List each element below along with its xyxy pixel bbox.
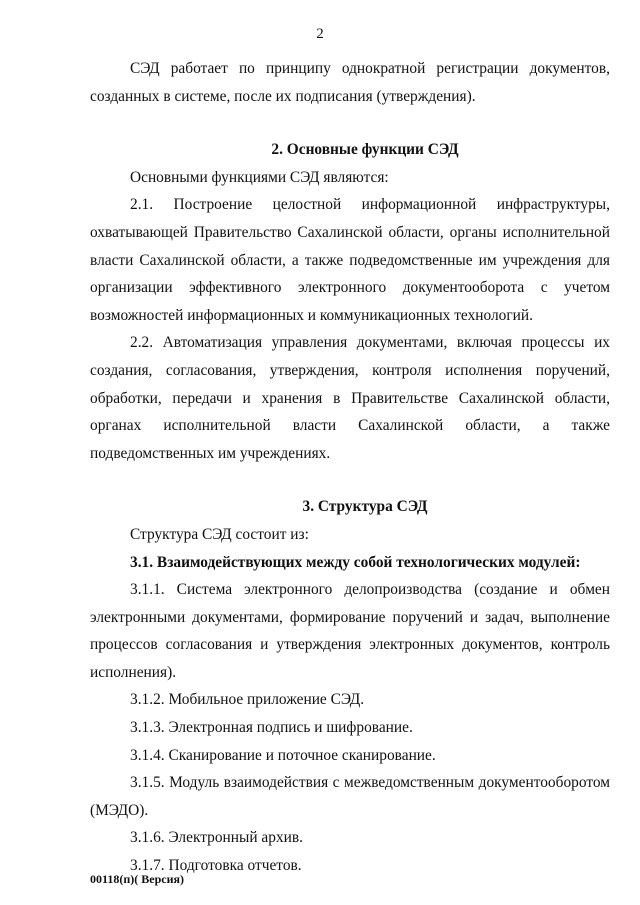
- paragraph-3-1-5: 3.1.5. Модуль взаимодействия с межведомственным документооборотом (МЭДО).: [90, 774, 610, 819]
- document-footer-code: 00118(п)( Версия): [90, 872, 184, 886]
- paragraph-3-1-7: 3.1.7. Подготовка отчетов.: [130, 857, 302, 875]
- subheading-3-1: 3.1. Взаимодействующих между собой технологических модулей:: [130, 553, 581, 571]
- section-heading-2: 2. Основные функции СЭД: [271, 141, 459, 159]
- paragraph-3-1-4: 3.1.4. Сканирование и поточное сканирование.: [130, 746, 436, 764]
- section-heading-3: 3. Структура СЭД: [302, 498, 428, 516]
- document-body: [90, 55, 610, 880]
- paragraph-2-1: 2.1. Построение целостной информационной инфраструктуры, охватывающей Правительство Сахалинской области, органы исполнительной власти Сахалинской области, а также подведомственные им учреждения для организации эффективного электронного документооборота с учетом возможностей информационных и коммуникационных технологий.: [90, 196, 610, 324]
- spacer: [90, 110, 610, 136]
- paragraph-3-1-3: 3.1.3. Электронная подпись и шифрование.: [130, 719, 413, 737]
- paragraph-s3-lead: Структура СЭД состоит из:: [130, 525, 309, 543]
- spacer: [90, 467, 610, 493]
- paragraph-3-1-6: 3.1.6. Электронный архив.: [130, 829, 303, 847]
- paragraph-3-1-1: 3.1.1. Система электронного делопроизводства (создание и обмен электронными документами, формирование поручений и задач, выполнение процессов согласования и утверждения электронных документов, контроль исполнения).: [90, 581, 610, 681]
- page-number: 2: [316, 26, 324, 42]
- paragraph-s2-lead: Основными функциями СЭД являются:: [130, 168, 389, 186]
- paragraph-intro: СЭД работает по принципу однократной регистрации документов, созданных в системе, после их подписания (утверждения).: [90, 60, 610, 105]
- paragraph-3-1-2: 3.1.2. Мобильное приложение СЭД.: [130, 691, 365, 709]
- paragraph-2-2: 2.2. Автоматизация управления документами, включая процессы их создания, согласования, утверждения, контроля исполнения поручений, обработки, передачи и хранения в Правительстве Сахалинской области, органах исполнительной власти Сахалинской области, а также подведомственных им учреждениях.: [90, 334, 610, 462]
